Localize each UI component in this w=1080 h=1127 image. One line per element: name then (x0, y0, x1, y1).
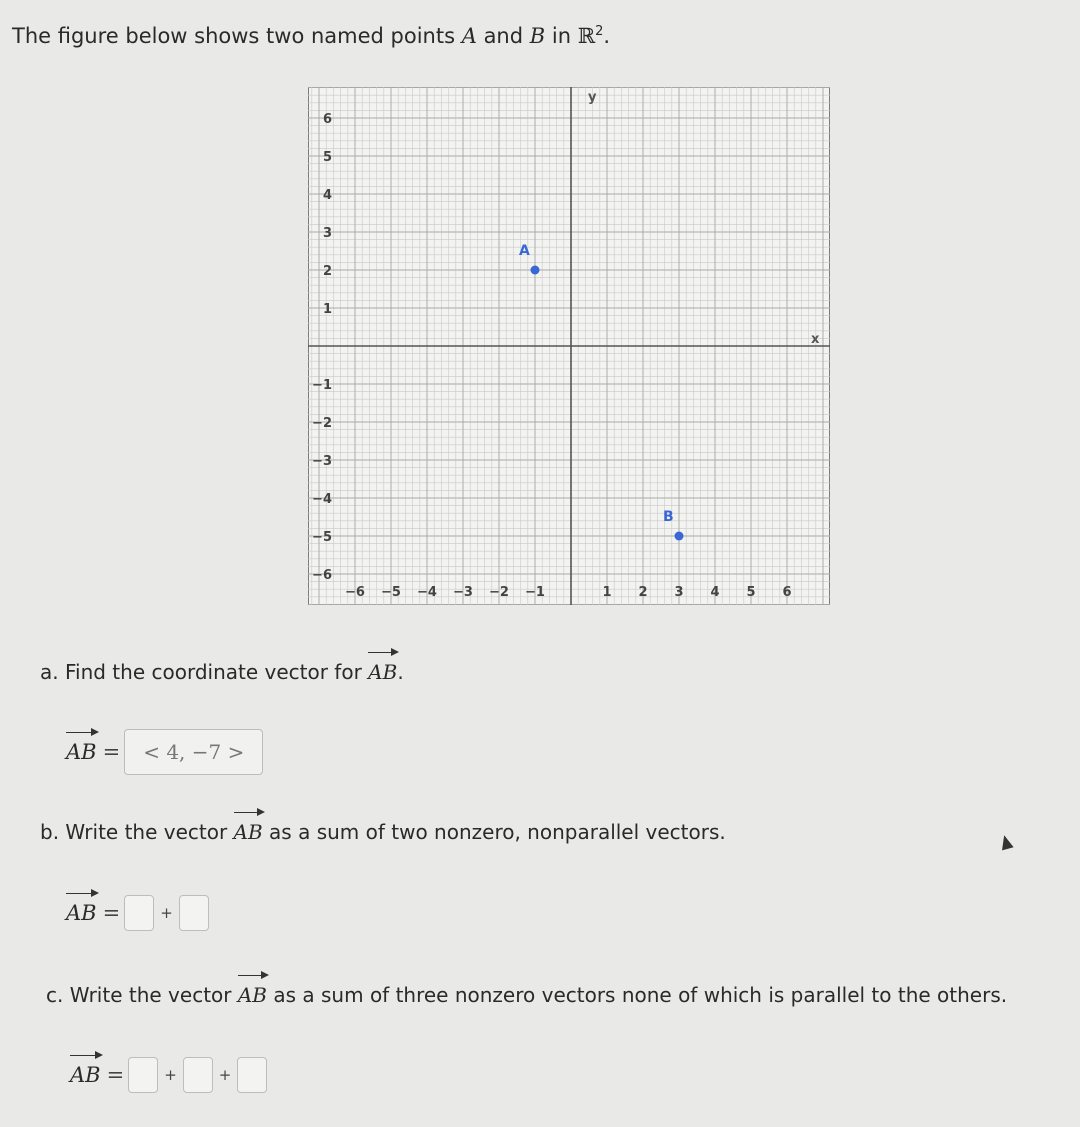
x-tick-label: 6 (782, 585, 792, 600)
point-b-marker (675, 532, 684, 541)
x-tick-label: 3 (674, 585, 684, 600)
part-a-equals: = (102, 740, 121, 764)
part-b-plus: + (160, 904, 173, 922)
part-a-answer-input[interactable]: < 4, −7 > (124, 729, 263, 775)
y-tick-label: −6 (312, 568, 332, 583)
part-c-input-3[interactable] (237, 1057, 267, 1093)
space-exponent: 2 (595, 24, 604, 39)
part-c-prompt (46, 983, 1007, 1007)
part-c-prompt-vector: AB (237, 983, 267, 1007)
y-tick-label: 2 (322, 264, 332, 279)
x-tick-label: 4 (710, 585, 720, 600)
intro-text: The figure below shows two named points (12, 24, 462, 48)
y-tick-label: 6 (322, 112, 332, 127)
x-tick-label: −3 (453, 585, 473, 600)
part-b-prompt-vector: AB (233, 820, 263, 844)
part-a-end: . (397, 660, 404, 684)
x-tick-label: 1 (602, 585, 612, 600)
x-tick-label: 2 (638, 585, 648, 600)
mouse-cursor-icon (998, 834, 1013, 851)
intro-and: and (476, 24, 530, 48)
y-tick-label: −5 (312, 530, 332, 545)
x-axis-label: x (811, 332, 820, 347)
problem-intro (12, 24, 610, 48)
part-a-answer-row (66, 729, 263, 775)
part-c-rest: as a sum of three nonzero vectors none of which is parallel to the others. (267, 983, 1008, 1007)
y-tick-label: 1 (322, 302, 332, 317)
part-b-text: b. Write the vector (40, 820, 234, 844)
y-tick-label: −2 (312, 416, 332, 431)
part-a-vector-label: AB (66, 740, 97, 764)
part-b-answer-row (66, 895, 209, 931)
x-tick-label: 5 (746, 585, 756, 600)
part-c-answer-row (70, 1057, 267, 1093)
y-axis-label: y (588, 90, 597, 105)
graph-svg (308, 87, 830, 605)
coordinate-graph (308, 87, 830, 605)
part-c-vector-label: AB (70, 1063, 101, 1087)
point-a-name: A (461, 24, 477, 48)
part-c-plus-1: + (164, 1066, 177, 1084)
x-tick-label: −2 (489, 585, 509, 600)
part-b-input-2[interactable] (179, 895, 209, 931)
part-c-input-1[interactable] (128, 1057, 158, 1093)
part-c-text: c. Write the vector (46, 983, 238, 1007)
space-symbol: ℝ (577, 24, 596, 48)
part-a-prompt (40, 660, 404, 684)
part-c-equals: = (106, 1063, 125, 1087)
y-tick-label: 3 (322, 226, 332, 241)
y-tick-label: −3 (312, 454, 332, 469)
part-a-text: a. Find the coordinate vector for (40, 660, 369, 684)
part-b-rest: as a sum of two nonzero, nonparallel vectors. (262, 820, 726, 844)
part-b-input-1[interactable] (124, 895, 154, 931)
x-tick-label: −5 (381, 585, 401, 600)
part-a-prompt-vector: AB (368, 660, 398, 684)
point-a-label: A (519, 243, 530, 259)
part-c-plus-2: + (218, 1066, 232, 1084)
point-b-name: B (529, 24, 546, 48)
y-tick-label: −1 (312, 378, 332, 393)
y-tick-label: 4 (322, 188, 332, 203)
y-tick-label: −4 (312, 492, 332, 507)
x-tick-label: −4 (417, 585, 437, 600)
part-b-vector-label: AB (66, 901, 97, 925)
part-b-equals: = (102, 901, 121, 925)
part-b-prompt (40, 820, 726, 844)
intro-in: in (545, 24, 578, 48)
part-c-input-2[interactable] (183, 1057, 213, 1093)
point-a-marker (531, 266, 540, 275)
x-tick-label: −1 (525, 585, 545, 600)
x-tick-label: −6 (345, 585, 365, 600)
point-b-label: B (663, 509, 674, 525)
y-tick-label: 5 (322, 150, 332, 165)
intro-end: . (603, 24, 611, 48)
